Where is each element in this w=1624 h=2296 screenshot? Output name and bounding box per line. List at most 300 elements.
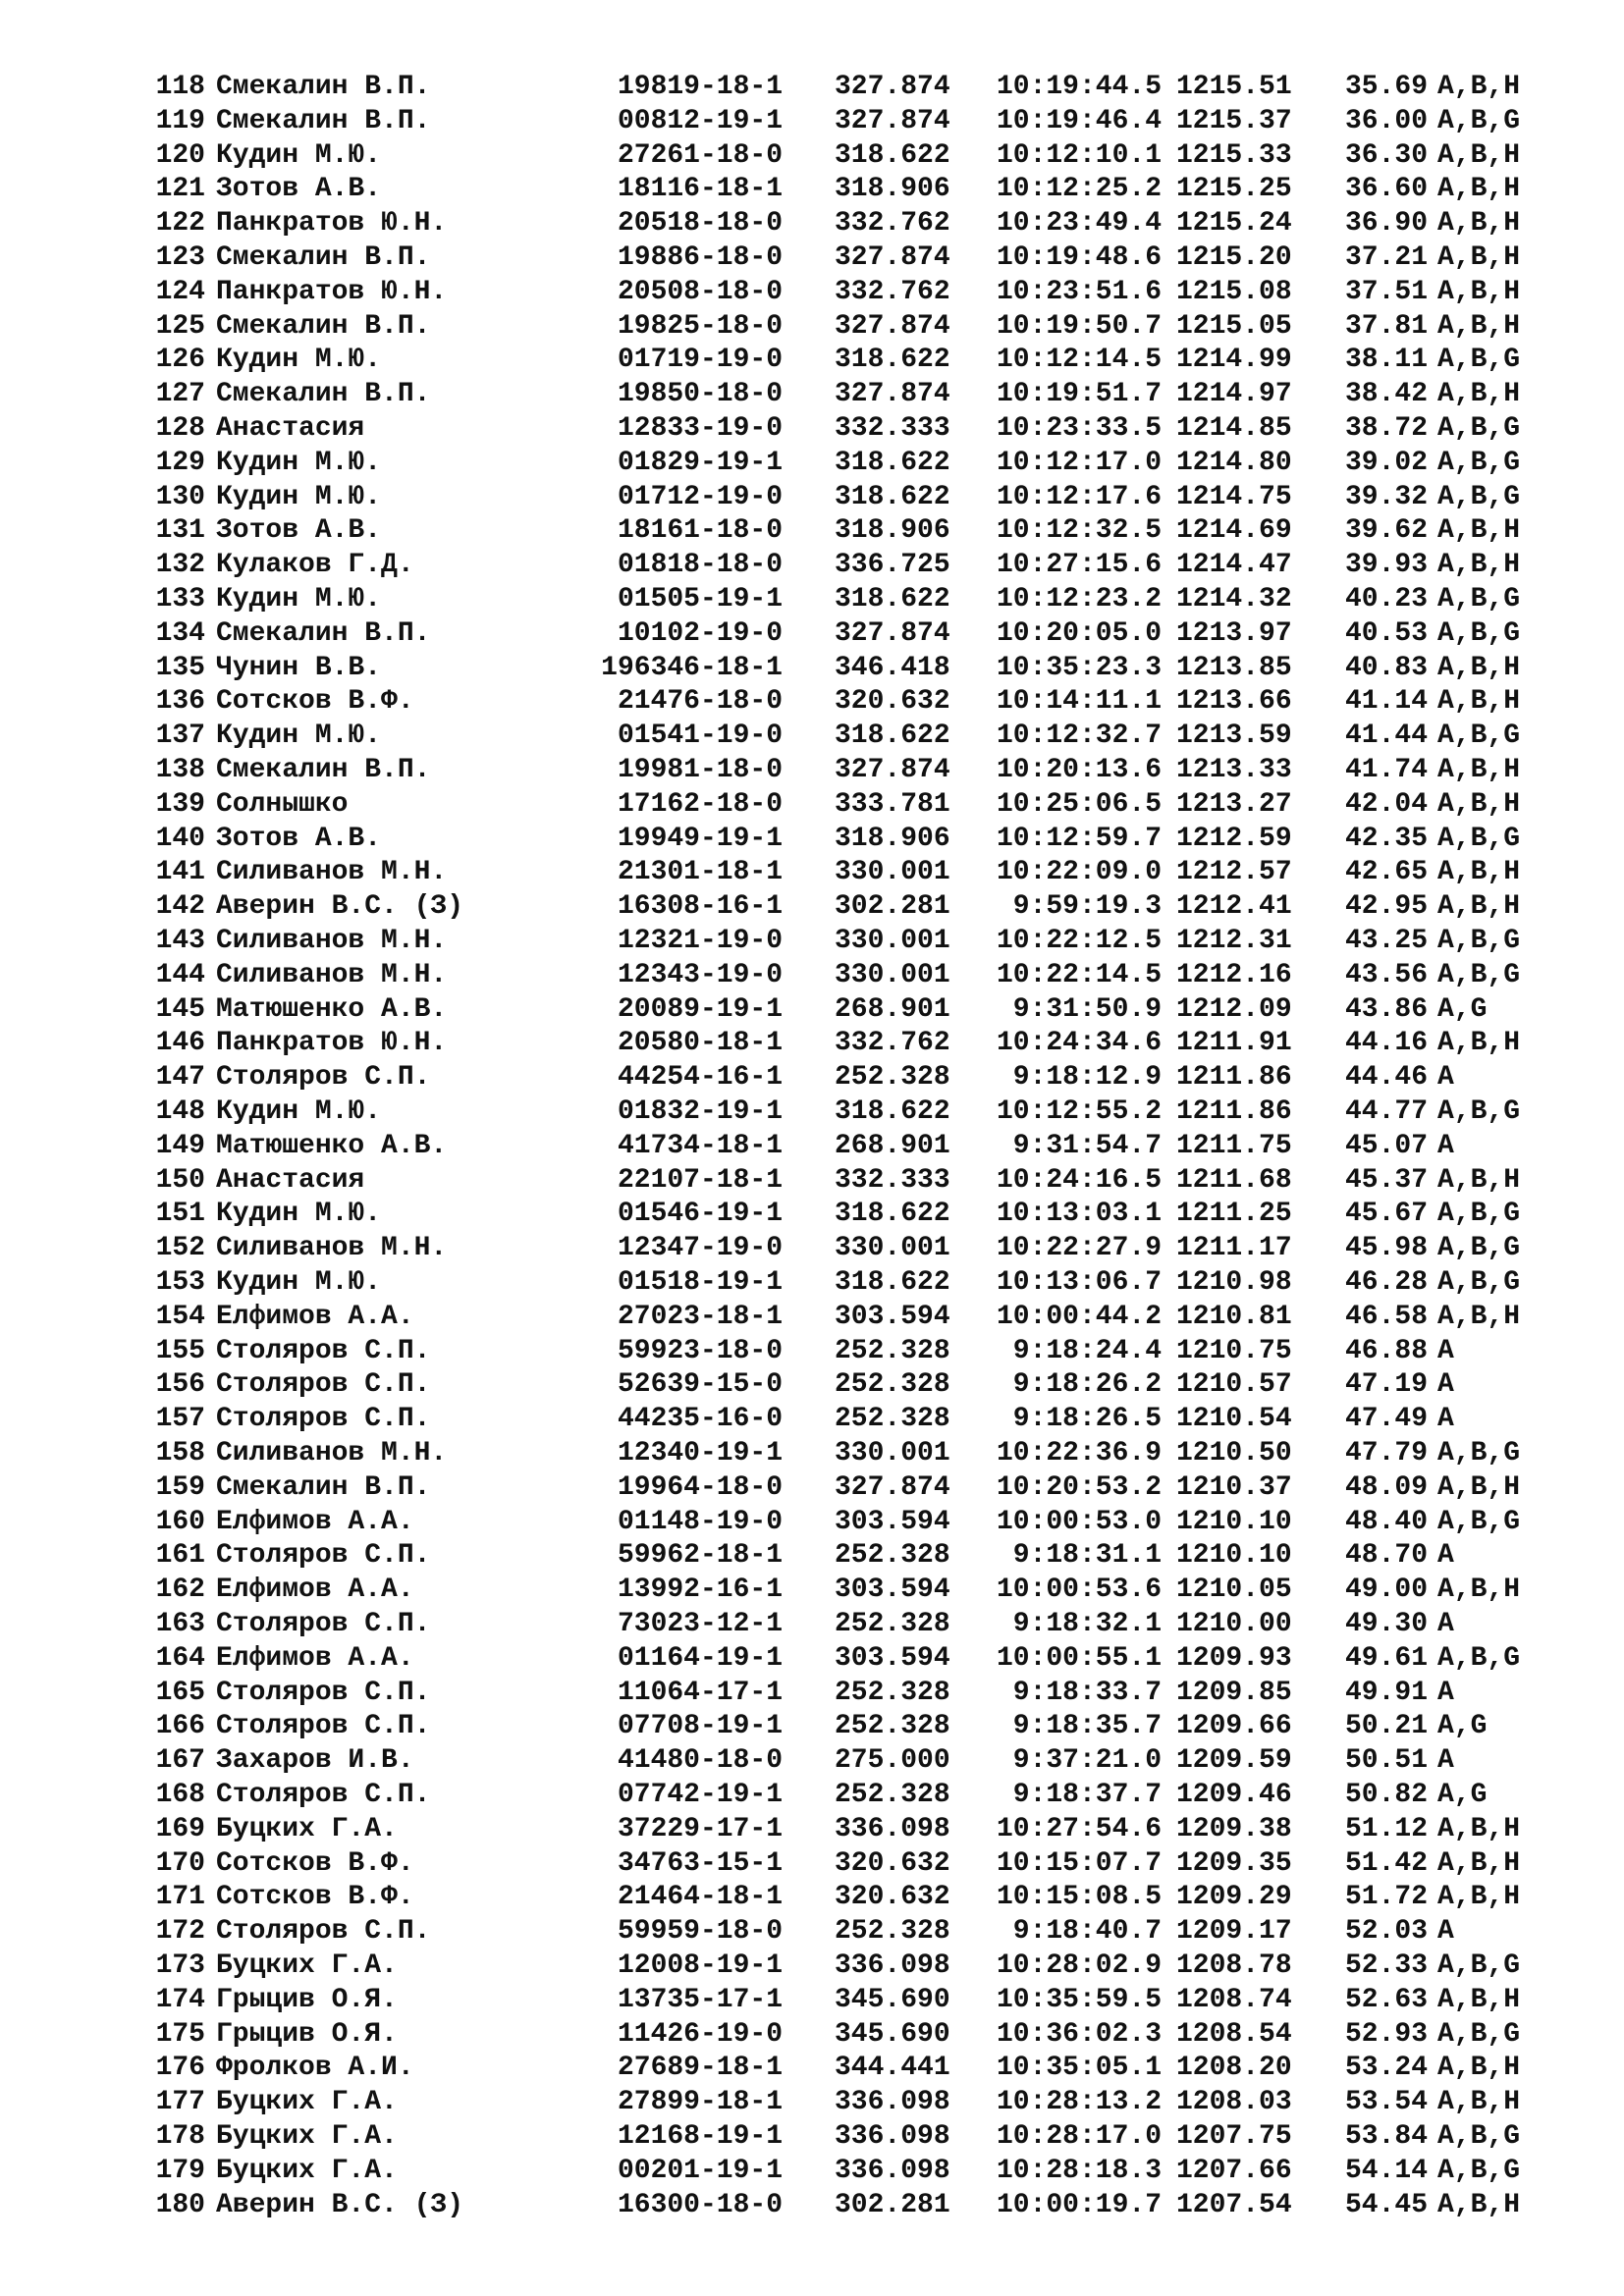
ring-number: 16300-18-0 (617, 2189, 783, 2220)
fancier-name: Сотсков В.Ф. (216, 1847, 414, 1879)
table-row (0, 1677, 1624, 1710)
arrival-time: 10:00:19.7 (996, 2189, 1162, 2220)
ring-number: 22107-18-1 (617, 1164, 783, 1196)
arrival-time: 10:25:06.5 (996, 788, 1162, 820)
table-row (0, 276, 1624, 309)
speed-value: 1208.03 (1176, 2087, 1292, 2118)
fancier-name: Кудин М.Ю. (216, 345, 382, 376)
place-number: 155 (155, 1335, 205, 1366)
arrival-time: 10:12:17.6 (996, 481, 1162, 512)
speed-value: 1208.54 (1176, 2018, 1292, 2050)
fancier-name: Силиванов М.Н. (216, 959, 448, 990)
distance-value: 252.328 (835, 1609, 950, 1639)
arrival-time: 10:12:23.2 (996, 584, 1162, 614)
points-value: 41.74 (1344, 755, 1428, 785)
distance-value: 345.690 (835, 1984, 950, 2015)
ring-number: 27899-18-1 (617, 2087, 783, 2118)
fancier-name: Смекалин В.П. (216, 755, 431, 785)
fancier-name: Захаров И.В. (216, 1745, 414, 1777)
speed-value: 1210.98 (1176, 1267, 1292, 1298)
distance-value: 318.906 (835, 174, 950, 205)
arrival-time: 10:00:44.2 (996, 1301, 1162, 1332)
fancier-name: Смекалин В.П. (216, 72, 431, 102)
place-number: 169 (155, 1813, 205, 1844)
ring-number: 41480-18-0 (617, 1745, 783, 1777)
ring-number: 01505-19-1 (617, 584, 783, 614)
fancier-name: Фролков А.И. (216, 2053, 414, 2084)
table-row (0, 754, 1624, 787)
table-row (0, 1847, 1624, 1881)
place-number: 166 (155, 1711, 205, 1742)
distance-value: 318.622 (835, 139, 950, 171)
class-codes: A,B,H (1437, 310, 1521, 342)
table-row (0, 2189, 1624, 2222)
speed-value: 1215.20 (1176, 242, 1292, 273)
points-value: 41.44 (1344, 721, 1428, 752)
fancier-name: Панкратов Ю.Н. (216, 208, 448, 240)
arrival-time: 10:19:51.7 (996, 379, 1162, 410)
arrival-time: 10:22:14.5 (996, 959, 1162, 990)
table-row (0, 1437, 1624, 1470)
speed-value: 1209.59 (1176, 1745, 1292, 1777)
distance-value: 303.594 (835, 1575, 950, 1606)
distance-value: 327.874 (835, 755, 950, 785)
place-number: 136 (155, 686, 205, 718)
class-codes: A,B,G (1437, 2155, 1521, 2186)
points-value: 54.14 (1344, 2155, 1428, 2186)
class-codes: A,B,G (1437, 105, 1521, 136)
fancier-name: Кудин М.Ю. (216, 584, 382, 614)
points-value: 45.67 (1344, 1199, 1428, 1230)
speed-value: 1208.74 (1176, 1984, 1292, 2015)
table-row (0, 652, 1624, 685)
place-number: 149 (155, 1130, 205, 1161)
points-value: 36.90 (1344, 208, 1428, 240)
points-value: 49.61 (1344, 1642, 1428, 1674)
arrival-time: 10:20:13.6 (996, 755, 1162, 785)
speed-value: 1209.46 (1176, 1780, 1292, 1810)
speed-value: 1210.00 (1176, 1609, 1292, 1639)
speed-value: 1209.17 (1176, 1916, 1292, 1948)
ring-number: 01164-19-1 (617, 1642, 783, 1674)
distance-value: 333.781 (835, 788, 950, 820)
class-codes: A,B,G (1437, 2121, 1521, 2152)
ring-number: 196346-18-1 (601, 652, 783, 683)
class-codes: A,B,H (1437, 515, 1521, 547)
ring-number: 44235-16-0 (617, 1404, 783, 1435)
fancier-name: Кудин М.Ю. (216, 481, 382, 512)
arrival-time: 10:00:53.6 (996, 1575, 1162, 1606)
ring-number: 20089-19-1 (617, 993, 783, 1025)
class-codes: A,B,H (1437, 208, 1521, 240)
speed-value: 1210.10 (1176, 1540, 1292, 1572)
place-number: 177 (155, 2087, 205, 2118)
place-number: 128 (155, 413, 205, 444)
fancier-name: Смекалин В.П. (216, 379, 431, 410)
fancier-name: Кудин М.Ю. (216, 447, 382, 478)
arrival-time: 10:24:34.6 (996, 1028, 1162, 1059)
class-codes: A,B,G (1437, 1267, 1521, 1298)
table-row (0, 207, 1624, 240)
place-number: 123 (155, 242, 205, 273)
speed-value: 1212.16 (1176, 959, 1292, 990)
points-value: 54.45 (1344, 2189, 1428, 2220)
points-value: 42.95 (1344, 891, 1428, 923)
class-codes: A (1437, 1062, 1454, 1094)
speed-value: 1209.29 (1176, 1882, 1292, 1913)
distance-value: 252.328 (835, 1335, 950, 1366)
place-number: 133 (155, 584, 205, 614)
class-codes: A,B,H (1437, 174, 1521, 205)
table-row (0, 1813, 1624, 1846)
arrival-time: 10:00:53.0 (996, 1506, 1162, 1537)
table-row (0, 1915, 1624, 1949)
class-codes: A,B,H (1437, 2053, 1521, 2084)
fancier-name: Буцких Г.А. (216, 1813, 398, 1844)
table-row (0, 1984, 1624, 2017)
ring-number: 10102-19-0 (617, 617, 783, 649)
table-row (0, 1403, 1624, 1436)
class-codes: A,B,H (1437, 1847, 1521, 1879)
points-value: 45.07 (1344, 1130, 1428, 1161)
distance-value: 332.762 (835, 208, 950, 240)
speed-value: 1209.66 (1176, 1711, 1292, 1742)
class-codes: A (1437, 1335, 1454, 1366)
ring-number: 20508-18-0 (617, 276, 783, 307)
speed-value: 1210.81 (1176, 1301, 1292, 1332)
distance-value: 318.622 (835, 345, 950, 376)
points-value: 42.35 (1344, 823, 1428, 854)
points-value: 49.30 (1344, 1609, 1428, 1639)
class-codes: A,B,H (1437, 652, 1521, 683)
arrival-time: 10:15:07.7 (996, 1847, 1162, 1879)
points-value: 53.54 (1344, 2087, 1428, 2118)
class-codes: A,B,G (1437, 1096, 1521, 1127)
arrival-time: 10:13:06.7 (996, 1267, 1162, 1298)
distance-value: 303.594 (835, 1642, 950, 1674)
points-value: 49.91 (1344, 1677, 1428, 1708)
class-codes: A,B,G (1437, 481, 1521, 512)
arrival-time: 10:19:50.7 (996, 310, 1162, 342)
points-value: 51.12 (1344, 1813, 1428, 1844)
speed-value: 1212.31 (1176, 926, 1292, 956)
arrival-time: 9:18:35.7 (1012, 1711, 1162, 1742)
fancier-name: Столяров С.П. (216, 1609, 431, 1639)
class-codes: A,B,G (1437, 1506, 1521, 1537)
distance-value: 320.632 (835, 1847, 950, 1879)
ring-number: 00812-19-1 (617, 105, 783, 136)
arrival-time: 10:22:09.0 (996, 857, 1162, 888)
arrival-time: 10:28:13.2 (996, 2087, 1162, 2118)
class-codes: A,G (1437, 1711, 1488, 1742)
place-number: 159 (155, 1471, 205, 1503)
points-value: 49.00 (1344, 1575, 1428, 1606)
place-number: 124 (155, 276, 205, 307)
points-value: 40.83 (1344, 652, 1428, 683)
ring-number: 17162-18-0 (617, 788, 783, 820)
place-number: 130 (155, 481, 205, 512)
speed-value: 1207.66 (1176, 2155, 1292, 2186)
speed-value: 1208.78 (1176, 1950, 1292, 1981)
points-value: 37.21 (1344, 242, 1428, 273)
table-row (0, 344, 1624, 377)
speed-value: 1214.97 (1176, 379, 1292, 410)
points-value: 48.70 (1344, 1540, 1428, 1572)
table-row (0, 71, 1624, 104)
table-row (0, 481, 1624, 514)
arrival-time: 10:12:14.5 (996, 345, 1162, 376)
table-row (0, 2120, 1624, 2154)
table-row (0, 823, 1624, 856)
points-value: 42.04 (1344, 788, 1428, 820)
place-number: 131 (155, 515, 205, 547)
arrival-time: 10:28:17.0 (996, 2121, 1162, 2152)
fancier-name: Елфимов А.А. (216, 1301, 414, 1332)
fancier-name: Елфимов А.А. (216, 1642, 414, 1674)
table-row (0, 1710, 1624, 1743)
class-codes: A,B,H (1437, 857, 1521, 888)
ring-number: 19981-18-0 (617, 755, 783, 785)
speed-value: 1213.33 (1176, 755, 1292, 785)
speed-value: 1209.38 (1176, 1813, 1292, 1844)
points-value: 40.23 (1344, 584, 1428, 614)
ring-number: 13735-17-1 (617, 1984, 783, 2015)
fancier-name: Кудин М.Ю. (216, 139, 382, 171)
table-row (0, 1471, 1624, 1505)
points-value: 42.65 (1344, 857, 1428, 888)
class-codes: A,B,H (1437, 2087, 1521, 2118)
place-number: 178 (155, 2121, 205, 2152)
table-row (0, 139, 1624, 173)
distance-value: 302.281 (835, 2189, 950, 2220)
arrival-time: 9:31:54.7 (1012, 1130, 1162, 1161)
arrival-time: 10:15:08.5 (996, 1882, 1162, 1913)
arrival-time: 10:12:55.2 (996, 1096, 1162, 1127)
place-number: 134 (155, 617, 205, 649)
arrival-time: 9:18:40.7 (1012, 1916, 1162, 1948)
table-row (0, 583, 1624, 616)
speed-value: 1214.32 (1176, 584, 1292, 614)
arrival-time: 10:00:55.1 (996, 1642, 1162, 1674)
arrival-time: 9:18:33.7 (1012, 1677, 1162, 1708)
speed-value: 1212.59 (1176, 823, 1292, 854)
place-number: 142 (155, 891, 205, 923)
ring-number: 21301-18-1 (617, 857, 783, 888)
ring-number: 01712-19-0 (617, 481, 783, 512)
arrival-time: 10:12:17.0 (996, 447, 1162, 478)
fancier-name: Кудин М.Ю. (216, 1267, 382, 1298)
place-number: 143 (155, 926, 205, 956)
class-codes: A,B,G (1437, 721, 1521, 752)
fancier-name: Сотсков В.Ф. (216, 686, 414, 718)
place-number: 164 (155, 1642, 205, 1674)
fancier-name: Силиванов М.Н. (216, 1233, 448, 1264)
ring-number: 59962-18-1 (617, 1540, 783, 1572)
fancier-name: Буцких Г.А. (216, 2087, 398, 2118)
arrival-time: 10:19:48.6 (996, 242, 1162, 273)
place-number: 121 (155, 174, 205, 205)
table-row (0, 2155, 1624, 2188)
speed-value: 1214.85 (1176, 413, 1292, 444)
ring-number: 18116-18-1 (617, 174, 783, 205)
place-number: 119 (155, 105, 205, 136)
fancier-name: Смекалин В.П. (216, 242, 431, 273)
place-number: 141 (155, 857, 205, 888)
arrival-time: 10:12:25.2 (996, 174, 1162, 205)
class-codes: A,B,G (1437, 1233, 1521, 1264)
ring-number: 18161-18-0 (617, 515, 783, 547)
points-value: 45.98 (1344, 1233, 1428, 1264)
fancier-name: Елфимов А.А. (216, 1575, 414, 1606)
ring-number: 59959-18-0 (617, 1916, 783, 1948)
speed-value: 1210.10 (1176, 1506, 1292, 1537)
arrival-time: 9:18:31.1 (1012, 1540, 1162, 1572)
fancier-name: Сотсков В.Ф. (216, 1882, 414, 1913)
speed-value: 1211.86 (1176, 1062, 1292, 1094)
table-row (0, 1642, 1624, 1676)
table-row (0, 412, 1624, 446)
table-row (0, 1164, 1624, 1198)
fancier-name: Грыцив О.Я. (216, 1984, 398, 2015)
ring-number: 00201-19-1 (617, 2155, 783, 2186)
place-number: 170 (155, 1847, 205, 1879)
distance-value: 252.328 (835, 1062, 950, 1094)
fancier-name: Кулаков Г.Д. (216, 550, 414, 581)
fancier-name: Буцких Г.А. (216, 2121, 398, 2152)
class-codes: A (1437, 1404, 1454, 1435)
arrival-time: 10:19:44.5 (996, 72, 1162, 102)
arrival-time: 10:35:59.5 (996, 1984, 1162, 2015)
arrival-time: 9:59:19.3 (1012, 891, 1162, 923)
speed-value: 1210.54 (1176, 1404, 1292, 1435)
ring-number: 12168-19-1 (617, 2121, 783, 2152)
distance-value: 252.328 (835, 1780, 950, 1810)
table-row (0, 1266, 1624, 1300)
place-number: 127 (155, 379, 205, 410)
fancier-name: Смекалин В.П. (216, 1471, 431, 1503)
distance-value: 252.328 (835, 1404, 950, 1435)
fancier-name: Столяров С.П. (216, 1540, 431, 1572)
speed-value: 1212.09 (1176, 993, 1292, 1025)
fancier-name: Буцких Г.А. (216, 2155, 398, 2186)
fancier-name: Столяров С.П. (216, 1335, 431, 1366)
table-row (0, 1744, 1624, 1778)
ring-number: 12008-19-1 (617, 1950, 783, 1981)
points-value: 43.56 (1344, 959, 1428, 990)
speed-value: 1207.75 (1176, 2121, 1292, 2152)
ring-number: 20518-18-0 (617, 208, 783, 240)
place-number: 162 (155, 1575, 205, 1606)
distance-value: 336.098 (835, 2121, 950, 2152)
distance-value: 327.874 (835, 1471, 950, 1503)
place-number: 160 (155, 1506, 205, 1537)
arrival-time: 9:18:24.4 (1012, 1335, 1162, 1366)
ring-number: 11064-17-1 (617, 1677, 783, 1708)
points-value: 44.77 (1344, 1096, 1428, 1127)
arrival-time: 10:12:32.7 (996, 721, 1162, 752)
fancier-name: Матюшенко А.В. (216, 993, 448, 1025)
class-codes: A,B,G (1437, 2018, 1521, 2050)
distance-value: 327.874 (835, 72, 950, 102)
points-value: 47.49 (1344, 1404, 1428, 1435)
ring-number: 73023-12-1 (617, 1609, 783, 1639)
distance-value: 332.762 (835, 276, 950, 307)
ring-number: 19825-18-0 (617, 310, 783, 342)
place-number: 180 (155, 2189, 205, 2220)
distance-value: 330.001 (835, 1438, 950, 1468)
place-number: 158 (155, 1438, 205, 1468)
points-value: 37.51 (1344, 276, 1428, 307)
class-codes: A,B,H (1437, 276, 1521, 307)
fancier-name: Панкратов Ю.Н. (216, 1028, 448, 1059)
ring-number: 52639-15-0 (617, 1369, 783, 1401)
distance-value: 252.328 (835, 1540, 950, 1572)
arrival-time: 9:37:21.0 (1012, 1745, 1162, 1777)
speed-value: 1210.37 (1176, 1471, 1292, 1503)
distance-value: 330.001 (835, 1233, 950, 1264)
class-codes: A (1437, 1916, 1454, 1948)
speed-value: 1209.35 (1176, 1847, 1292, 1879)
table-row (0, 2052, 1624, 2085)
class-codes: A,B,H (1437, 1301, 1521, 1332)
speed-value: 1213.59 (1176, 721, 1292, 752)
points-value: 40.53 (1344, 617, 1428, 649)
speed-value: 1211.68 (1176, 1164, 1292, 1196)
class-codes: A (1437, 1745, 1454, 1777)
arrival-time: 10:14:11.1 (996, 686, 1162, 718)
class-codes: A,B,G (1437, 959, 1521, 990)
arrival-time: 10:27:54.6 (996, 1813, 1162, 1844)
arrival-time: 10:20:05.0 (996, 617, 1162, 649)
table-row (0, 1949, 1624, 1983)
fancier-name: Столяров С.П. (216, 1404, 431, 1435)
distance-value: 327.874 (835, 310, 950, 342)
speed-value: 1210.75 (1176, 1335, 1292, 1366)
class-codes: A,B,H (1437, 1984, 1521, 2015)
class-codes: A,G (1437, 993, 1488, 1025)
class-codes: A,B,H (1437, 891, 1521, 923)
class-codes: A (1437, 1130, 1454, 1161)
ring-number: 01829-19-1 (617, 447, 783, 478)
table-row (0, 514, 1624, 548)
fancier-name: Силиванов М.Н. (216, 1438, 448, 1468)
distance-value: 336.725 (835, 550, 950, 581)
speed-value: 1213.27 (1176, 788, 1292, 820)
class-codes: A,B,G (1437, 413, 1521, 444)
class-codes: A (1437, 1540, 1454, 1572)
table-row (0, 241, 1624, 275)
arrival-time: 10:27:15.6 (996, 550, 1162, 581)
place-number: 135 (155, 652, 205, 683)
place-number: 126 (155, 345, 205, 376)
table-row (0, 788, 1624, 822)
class-codes: A,B,H (1437, 1882, 1521, 1913)
arrival-time: 10:19:46.4 (996, 105, 1162, 136)
speed-value: 1215.51 (1176, 72, 1292, 102)
class-codes: A,B,H (1437, 1164, 1521, 1196)
distance-value: 252.328 (835, 1677, 950, 1708)
arrival-time: 10:12:32.5 (996, 515, 1162, 547)
arrival-time: 10:23:51.6 (996, 276, 1162, 307)
distance-value: 318.622 (835, 1096, 950, 1127)
ring-number: 21476-18-0 (617, 686, 783, 718)
speed-value: 1213.85 (1176, 652, 1292, 683)
place-number: 122 (155, 208, 205, 240)
arrival-time: 9:18:26.2 (1012, 1369, 1162, 1401)
class-codes: A,B,H (1437, 550, 1521, 581)
table-row (0, 1095, 1624, 1129)
class-codes: A,B,G (1437, 1642, 1521, 1674)
